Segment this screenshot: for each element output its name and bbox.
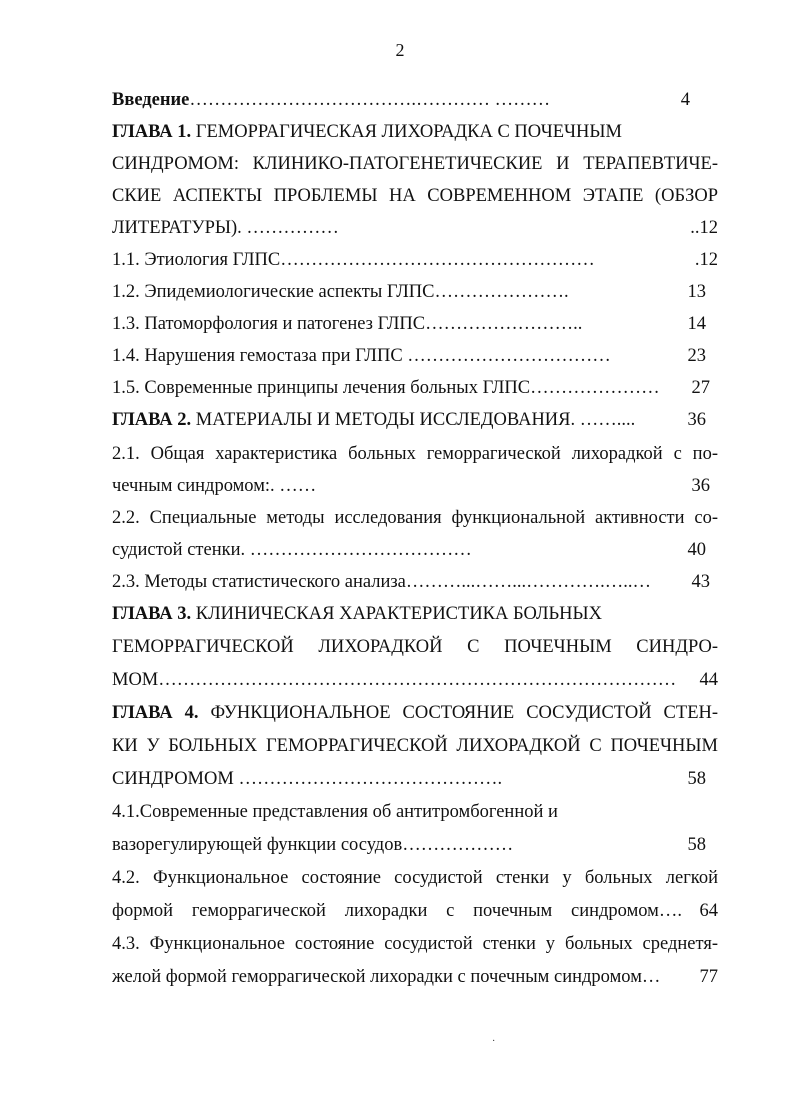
entry-4-3-page: 77 xyxy=(699,967,718,987)
entry-1-2-page: 13 xyxy=(687,282,706,302)
entry-2-3-page: 43 xyxy=(691,572,710,592)
entry-4-2-page: 64 xyxy=(699,901,718,921)
toc-entry-1-2: 1.2. Эпидемиологические аспекты ГЛПС…………………. 13 xyxy=(112,276,718,308)
toc-entry-intro xyxy=(112,84,718,116)
toc-entry-4-3-line-1: 4.3. Функциональное состояние сосудистой стенки у больных среднетя- xyxy=(112,934,718,954)
chapter-1-title-line-1: ГЛАВА 1. ГЕМОРРАГИЧЕСКАЯ ЛИХОРАДКА С ПОЧЕЧНЫМ xyxy=(112,122,622,142)
scan-speck: · xyxy=(492,1036,496,1047)
chapter-3-title-line-1: ГЛАВА 3. КЛИНИЧЕСКАЯ ХАРАКТЕРИСТИКА БОЛЬНЫХ xyxy=(112,604,602,624)
entry-4-1-page: 58 xyxy=(687,835,706,855)
chapter-1-title-line-3: СКИЕ АСПЕКТЫ ПРОБЛЕМЫ НА СОВРЕМЕННОМ ЭТАПЕ (ОБЗОР xyxy=(112,186,718,206)
chapter-4-title-line-2: КИ У БОЛЬНЫХ ГЕМОРРАГИЧЕСКОЙ ЛИХОРАДКОЙ С ПОЧЕЧНЫМ xyxy=(112,736,718,756)
toc-entry-4-1-line-2: вазорегулирующей функции сосудов……………… 58 xyxy=(112,829,718,861)
entry-2-2-page: 40 xyxy=(687,540,706,560)
entry-1-5-page: 27 xyxy=(691,378,710,398)
toc-entry-2-2-line-1: 2.2. Специальные методы исследования функциональной активности со- xyxy=(112,508,718,528)
chapter-4-title-line-1: ГЛАВА 4. ФУНКЦИОНАЛЬНОЕ СОСТОЯНИЕ СОСУДИСТОЙ СТЕН- xyxy=(112,703,719,723)
toc-entry-1-1: 1.1. Этиология ГЛПС…………………………………………… .12 xyxy=(112,244,718,276)
toc-entry-2-3: 2.3. Методы статистического анализа………...……...………….…..… 43 xyxy=(112,566,718,598)
chapter-2-heading: ГЛАВА 2. xyxy=(112,410,192,430)
toc-entry-2-1-line-1: 2.1. Общая характеристика больных геморрагической лихорадкой с по- xyxy=(112,444,718,464)
toc-entry-1-4: 1.4. Нарушения гемостаза при ГЛПС …………………………… 23 xyxy=(112,340,718,372)
toc-entry-4-2-line-1: 4.2. Функциональное состояние сосудистой стенки у больных легкой xyxy=(112,868,718,888)
entry-2-1-page: 36 xyxy=(691,476,710,496)
chapter-2-title: ГЛАВА 2. МАТЕРИАЛЫ И МЕТОДЫ ИССЛЕДОВАНИЯ. …….... 36 xyxy=(112,404,718,436)
chapter-3-title-line-2: ГЕМОРРАГИЧЕСКОЙ ЛИХОРАДКОЙ С ПОЧЕЧНЫМ СИНДРО- xyxy=(112,637,718,657)
toc-entry-1-5: 1.5. Современные принципы лечения больных ГЛПС………………… 27 xyxy=(112,372,718,404)
chapter-3-page: 44 xyxy=(699,670,718,690)
toc-entry-2-2-line-2: судистой стенки. ……………………………… 40 xyxy=(112,534,718,566)
intro-page: 4 xyxy=(680,90,690,110)
toc-entry-4-2-line-2: формой геморрагической лихорадки с почечным синдромом…. 64 xyxy=(112,895,718,927)
chapter-1-title-line-4: ЛИТЕРАТУРЫ). …………… ..12 xyxy=(112,212,718,244)
intro-label: Введение xyxy=(112,90,190,110)
toc-entry-4-1-line-1: 4.1.Современные представления об антитромбогенной и xyxy=(112,802,558,822)
entry-1-3-page: 14 xyxy=(687,314,706,334)
chapter-1-page: ..12 xyxy=(690,218,718,238)
chapter-3-heading: ГЛАВА 3. xyxy=(112,604,192,624)
toc-entry-4-3-line-2: желой формой геморрагической лихорадки с почечным синдромом… 77 xyxy=(112,961,718,993)
toc-entry-1-3: 1.3. Патоморфология и патогенез ГЛПС…………………….. 14 xyxy=(112,308,718,340)
chapter-4-heading: ГЛАВА 4. xyxy=(112,703,199,723)
entry-1-1-page: .12 xyxy=(694,250,718,270)
chapter-3-title-line-3: МОМ………………………………………………………………………… 44 xyxy=(112,664,718,696)
chapter-1-heading: ГЛАВА 1. xyxy=(112,122,192,142)
chapter-1-title-line-2: СИНДРОМОМ: КЛИНИКО-ПАТОГЕНЕТИЧЕСКИЕ И ТЕРАПЕВТИЧЕ- xyxy=(112,154,718,174)
chapter-4-title-line-3: СИНДРОМОМ ……………………………………. 58 xyxy=(112,763,718,795)
chapter-4-page: 58 xyxy=(687,769,706,789)
chapter-2-page: 36 xyxy=(687,410,706,430)
entry-1-4-page: 23 xyxy=(687,346,706,366)
page-number: 2 xyxy=(395,40,405,60)
toc-entry-2-1-line-2: чечным синдромом:. …… 36 xyxy=(112,470,718,502)
intro-leader: ……………………………….………… ……… xyxy=(189,90,551,110)
